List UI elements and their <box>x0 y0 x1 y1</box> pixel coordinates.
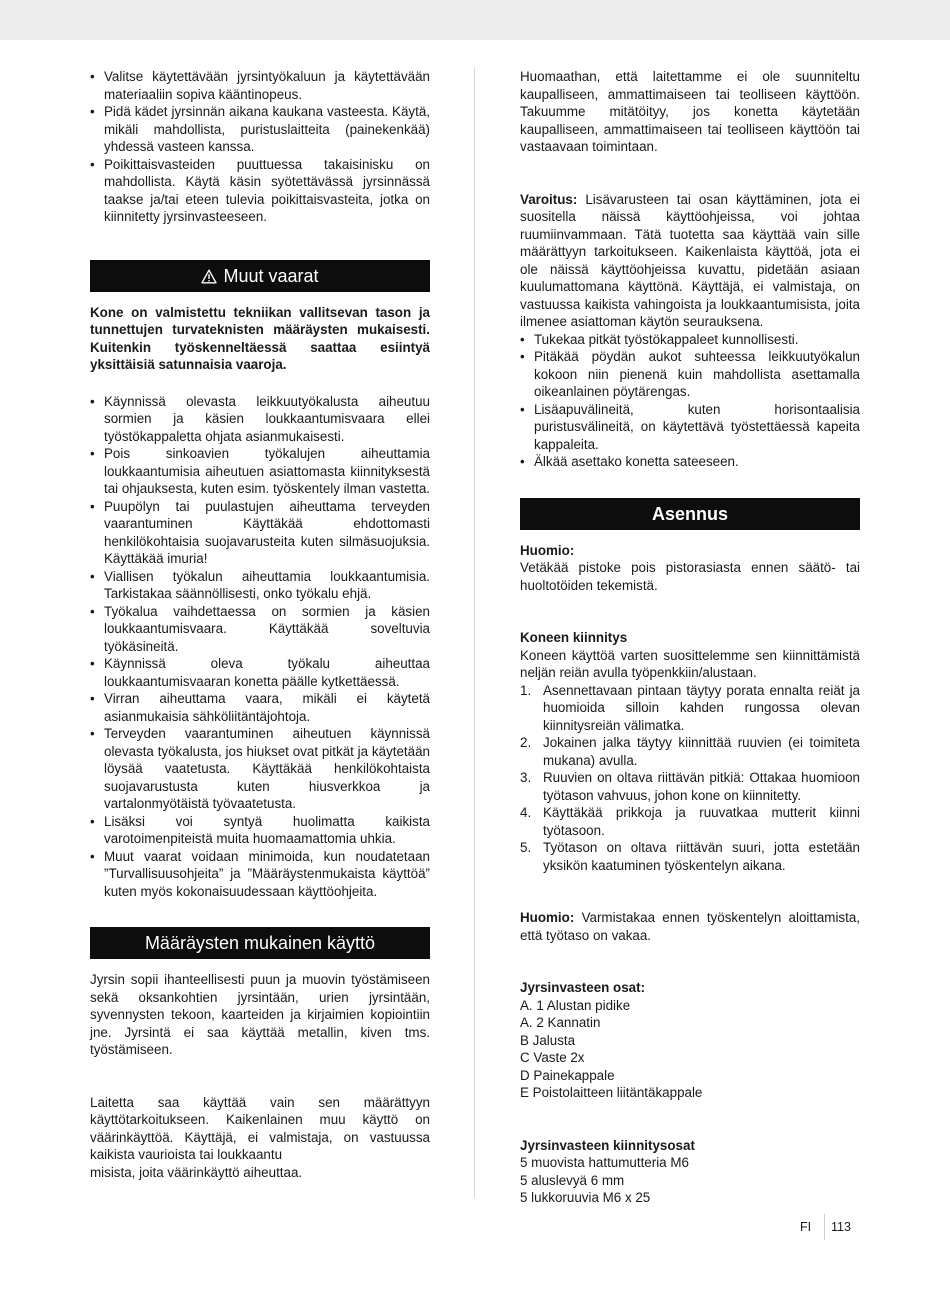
list-item <box>520 839 860 874</box>
fixing-parts-list <box>520 1154 860 1207</box>
list-item <box>520 682 860 735</box>
intro-bold-paragraph: Kone on valmistettu tekniikan vallitsevan tason ja tunnettujen turvateknisten määräysten mukaisesti. Kuitenkin työskenneltäessä saattaa esiintyä yksittäisiä satunnaisia vaaroja. <box>90 304 430 372</box>
mounting-text: Koneen käyttöä varten suosittelemme sen kiinnittämistä neljän reiän avulla työpenkkiin/alustaan. <box>520 647 860 680</box>
list-item: • Virran aiheuttama vaara, mikäli ei käytetä asianmukaisia sähköliitäntäjohtoja. <box>90 690 430 725</box>
stability-note <box>520 909 860 944</box>
section-heading-other-hazards <box>90 260 430 292</box>
heading-text: Asennus <box>651 503 729 524</box>
warning-bullet-list <box>520 331 860 471</box>
misuse-paragraph-text: Laitetta saa käyttää vain sen määrättyyn käyttötarkoitukseen. Kaikenlainen muu käyttö on väärinkäyttöä. Käyttäjä, ei valmistaja, on vastuussa kaikista vaurioista tai loukkaantu <box>90 1094 430 1162</box>
step-number: 3. <box>520 770 532 785</box>
list-item: 5 lukkoruuvia M6 x 25 <box>520 1190 651 1205</box>
list-item: • Terveyden vaarantuminen aiheutuen käynnissä olevasta työkalusta, jos hiukset ovat pitkät ja käytetään löysää vaatetusta. Käyttäkää henkilökohtaista suojavarustusta kuten hiusverkkoa ja vartalonmyötäistä työvaatetusta. <box>90 725 430 813</box>
page-footer <box>800 1214 851 1240</box>
left-column <box>90 68 430 1181</box>
list-item: A. 2 Kannatin <box>520 1015 601 1030</box>
note-label: Huomio: <box>520 910 575 925</box>
mounting-title: Koneen kiinnitys <box>520 630 628 645</box>
mounting-steps-list <box>520 682 860 875</box>
list-item <box>520 804 860 839</box>
list-item: 5 aluslevyä 6 mm <box>520 1172 625 1188</box>
note-text: Varmistakaa ennen työskentelyn aloittamista, että työtaso on vakaa. <box>520 910 860 943</box>
list-item: 5 muovista hattumutteria M6 <box>520 1155 689 1170</box>
heading-text: Määräysten mukainen käyttö <box>144 933 376 953</box>
right-column <box>520 68 860 1207</box>
list-item: • Pitäkää pöydän aukot suhteessa leikkuutyökalun kokoon niin pienenä kuin mahdollista asettamalla oikeanlainen pöytärengas. <box>520 348 860 401</box>
parts-title: Jyrsinvasteen osat: <box>520 980 646 995</box>
language-code: FI <box>800 1220 812 1234</box>
list-item <box>520 769 860 804</box>
misuse-paragraph-continuation: misista, joita väärinkäyttö aiheuttaa. <box>90 1164 303 1180</box>
step-text: Jokainen jalka täytyy kiinnittää ruuvien (ei toimiteta mukana) avulla. <box>543 735 860 768</box>
list-item: • Viallisen työkalun aiheuttamia loukkaantumisia. Tarkistakaa säännöllisesti, onko työkalu ehjä. <box>90 568 430 603</box>
step-text: Asennettavaan pintaan täytyy porata ennalta reiät ja huomioida silloin kahden rungossa olevan kiinnitysreiän välimatka. <box>543 682 860 733</box>
section-heading-assembly <box>520 498 860 530</box>
list-item: • Lisäapuvälineitä, kuten horisontaalisia puristusvälineitä, on käytettävä työstettäessä kapeita kappaleita. <box>520 401 860 454</box>
hazard-bullet-list <box>90 393 430 901</box>
step-text: Työtason on oltava riittävän suuri, jotta estetään yksikön kaatuminen työskentelyn aikana. <box>543 840 860 873</box>
top-margin-band <box>0 0 950 40</box>
commercial-use-paragraph: Huomaathan, että laitettamme ei ole suunniteltu kaupalliseen, ammattimaiseen tai teolliseen käyttöön. Takuumme mitätöityy, jos konetta käytetään kaupalliseen, ammattimaiseen tai teolliseen käyttöön tai vastaavaan toimintaan. <box>520 69 860 154</box>
list-item: C Vaste 2x <box>520 1050 585 1065</box>
list-item: • Lisäksi voi syntyä huolimatta kaikista varotoimenpiteistä muita huomaamattomia uhkia. <box>90 813 430 848</box>
section-heading-intended-use <box>90 927 430 959</box>
heading-text: Muut vaarat <box>223 265 319 286</box>
warning-triangle-icon <box>201 269 217 284</box>
list-item: • Älkää asettako konetta sateeseen. <box>520 453 860 471</box>
list-item: E Poistolaitteen liitäntäkappale <box>520 1085 703 1100</box>
list-item: • Pois sinkoavien työkalujen aiheuttamia loukkaantumisia aiheutuen asiattomasta kiinnityksestä tai ohjauksesta, kuten esim. työskentely ilman vastetta. <box>90 445 430 498</box>
step-number: 2. <box>520 735 532 750</box>
list-item <box>520 734 860 769</box>
note-label: Huomio: <box>520 542 575 558</box>
list-item: • Muut vaarat voidaan minimoida, kun noudatetaan ”Turvallisuusohjeita” ja ”Määräystenmukaista käyttöä” kuten myös kokonaisuudessaan käyttöohjeita. <box>90 848 430 901</box>
list-item: • Poikittaisvasteiden puuttuessa takaisinisku on mahdollista. Käytä käsin syötettävässä jyrsinnässä taakse ja/tai eteen tulevia poikittaisvasteita, jotka on kiinnitetty jyrsinvasteeseen. <box>90 156 430 226</box>
list-item: • Käynnissä oleva työkalu aiheuttaa loukkaantumisvaaran konetta päälle kytkettäessä. <box>90 655 430 690</box>
step-number: 4. <box>520 805 532 820</box>
page-number: 113 <box>831 1220 851 1234</box>
misuse-paragraph <box>90 1094 430 1182</box>
column-divider <box>474 68 475 1198</box>
list-item: • Valitse käytettävään jyrsintyökaluun ja käytettävään materiaaliin sopiva kääntinopeus. <box>90 68 430 103</box>
step-number: 1. <box>520 682 532 698</box>
fixing-parts-title: Jyrsinvasteen kiinnitysosat <box>520 1137 695 1153</box>
note-text: Vetäkää pistoke pois pistorasiasta ennen säätö- tai huoltotöiden tekemistä. <box>520 560 860 593</box>
list-item: • Käynnissä olevasta leikkuutyökalusta aiheutuu sormien ja käsien loukkaantumisvaara ellei työstökappaletta ohjata asianmukaisesti. <box>90 393 430 446</box>
warning-text: Lisävarusteen tai osan käyttäminen, jota ei suositella näissä käyttöohjeissa, voi johtaa ruumiinvammaan. Tätä tuotetta saa käyttää vain sille määrättyyn tarkoitukseen. Kaikenlaista käyttöä, jota ei ole näissä käyttöohjeissa kuvattu, pidetään asiaan kuulumattomana käyttönä. Käyttäjä, ei valmistaja, on vastuussa kaikista vahingoista ja loukkaantumisista, joita ilmenee asiattoman käytön seurauksena. <box>520 191 860 329</box>
list-item: D Painekappale <box>520 1067 615 1083</box>
list-item: • Työkalua vaihdettaessa on sormien ja käsien loukkaantumisvaara. Käyttäkää soveltuvia työkäsineitä. <box>90 603 430 656</box>
step-text: Käyttäkää prikkoja ja ruuvatkaa mutterit kiinni työtasoon. <box>543 805 860 838</box>
intro-bullet-list <box>90 68 430 226</box>
warning-paragraph <box>520 191 860 331</box>
footer-divider <box>824 1214 825 1240</box>
intended-use-paragraph: Jyrsin sopii ihanteellisesti puun ja muovin työstämiseen sekä oksankohtien jyrsintään, urien jyrsintään, syvennysten tekoon, kaarteiden ja kirjaimien kopiointiin jne. Jyrsintä ei saa käyttää metallin, kiven tms. työstämiseen. <box>90 972 430 1057</box>
list-item: A. 1 Alustan pidike <box>520 997 631 1013</box>
parts-list <box>520 997 860 1102</box>
step-number: 5. <box>520 840 532 855</box>
list-item: B Jalusta <box>520 1032 576 1048</box>
warning-label: Varoitus: <box>520 191 578 207</box>
list-item: • Pidä kädet jyrsinnän aikana kaukana vasteesta. Käytä, mikäli mahdollista, puristuslaitteita (painekenkää) yhdessä vasteen kanssa. <box>90 103 430 156</box>
step-text: Ruuvien on oltava riittävän pitkiä: Ottakaa huomioon työtason vahvuus, johon kone on kiinnitetty. <box>543 770 860 803</box>
list-item: • Tukekaa pitkät työstökappaleet kunnollisesti. <box>520 331 860 349</box>
list-item: • Puupölyn tai puulastujen aiheuttama terveyden vaarantuminen Käyttäkää ehdottomasti henkilökohtaisia suojavarusteita kuten silmäsuojuksia. Käyttäkää imuria! <box>90 498 430 568</box>
